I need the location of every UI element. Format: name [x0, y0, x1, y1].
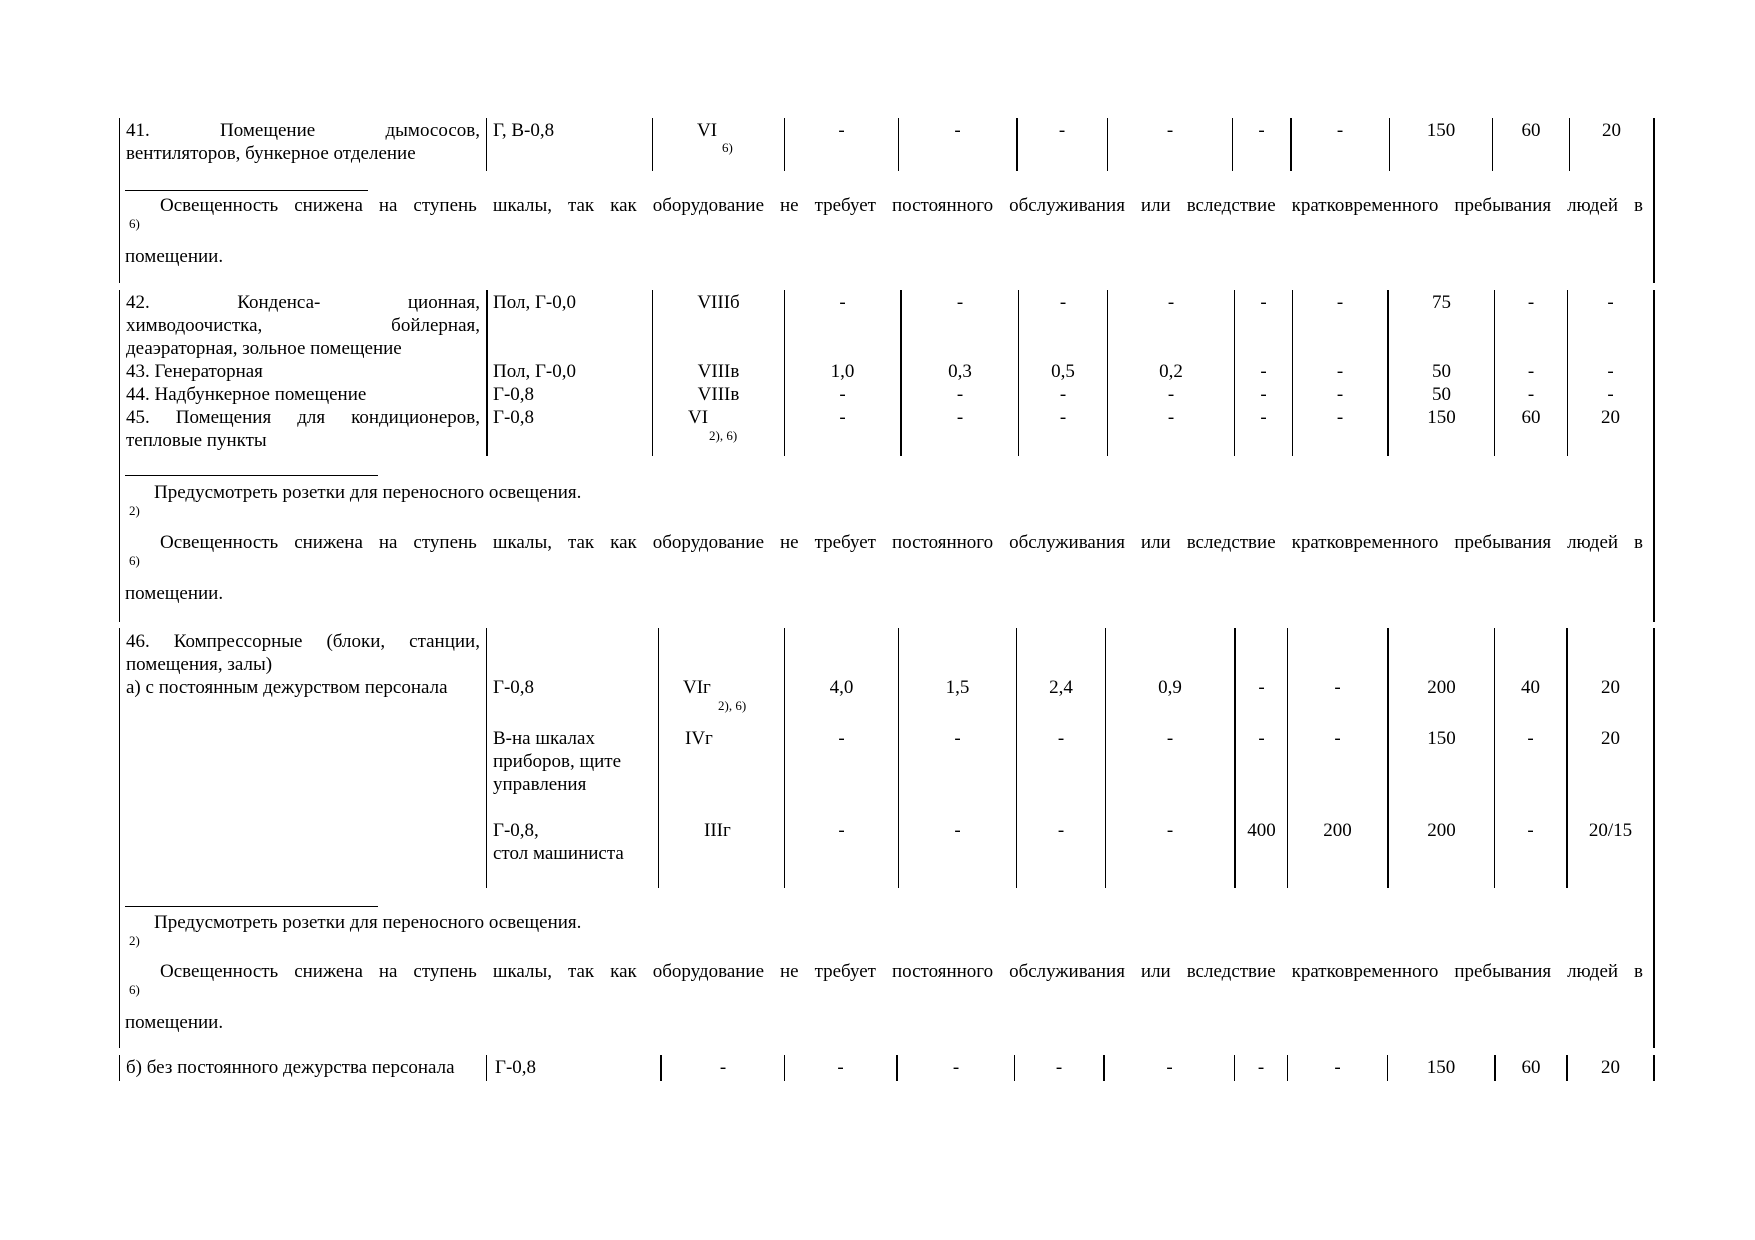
row-41-v4: -	[1166, 120, 1174, 141]
row-45-v9: 20	[1601, 407, 1620, 428]
row-43-v8: -	[1527, 361, 1535, 382]
row-46a1-category-note: 2), 6)	[718, 698, 747, 713]
word: 42.	[126, 292, 150, 313]
word: Компрессорные	[173, 631, 303, 652]
row-46a2-plane-line1: В-на шкалах	[493, 728, 595, 749]
word: 45.	[126, 407, 150, 428]
row-41-name-line1	[126, 119, 480, 142]
row-46b-name: б) без постоянного дежурства персонала	[126, 1057, 455, 1078]
row-43-v7: 50	[1432, 361, 1451, 382]
row-46a2-v3: -	[1057, 728, 1065, 749]
row-42-plane: Пол, Г-0,0	[493, 292, 577, 313]
row-46a1-v6: -	[1334, 677, 1341, 698]
row-46a1-v5: -	[1258, 677, 1265, 698]
word: станции,	[409, 631, 480, 652]
row-45-v3: -	[1059, 407, 1067, 428]
row-46a3-plane-line1: Г-0,8,	[493, 820, 539, 841]
row-46b-v2: -	[952, 1057, 960, 1078]
footnote-separator	[125, 190, 368, 191]
word: для	[297, 407, 326, 428]
word: Помещение	[220, 120, 316, 141]
row-45-v1: -	[839, 407, 846, 428]
row-45-v5: -	[1260, 407, 1267, 428]
row-46a3-v7: 200	[1427, 820, 1456, 841]
row-43-v9: -	[1607, 361, 1614, 382]
row-46b-v6: -	[1334, 1057, 1341, 1078]
cell-border	[1387, 628, 1389, 888]
row-46a1-v8: 40	[1521, 677, 1540, 698]
row-45-name-line2: тепловые пункты	[126, 430, 267, 451]
row-46a2-v4: -	[1166, 728, 1174, 749]
row-46a2-v2: -	[954, 728, 961, 749]
row-44-name: 44. Надбункерное помещение	[126, 384, 367, 405]
row-43-v2: 0,3	[948, 361, 972, 382]
row-46-name-line1	[126, 630, 480, 653]
row-41-plane: Г, В-0,8	[493, 120, 555, 141]
outer-border-right	[1653, 171, 1655, 283]
cell-border	[1653, 628, 1655, 888]
cell-border	[486, 118, 487, 171]
cell-border	[658, 628, 659, 888]
row-45-v6: -	[1336, 407, 1344, 428]
word: Конденса-	[237, 292, 321, 313]
row-42-v6: -	[1336, 292, 1344, 313]
row-45-category-note: 2), 6)	[709, 428, 738, 443]
row-42-v9: -	[1607, 292, 1614, 313]
row-46a3-v6: 200	[1323, 820, 1352, 841]
cell-border	[486, 628, 487, 888]
row-42-v2: -	[956, 292, 964, 313]
row-43-v5: -	[1260, 361, 1267, 382]
row-46a3-v4: -	[1166, 820, 1174, 841]
cell-border	[898, 628, 899, 888]
outer-border-left	[119, 456, 120, 622]
footnote-6-text-end: помещении.	[125, 583, 224, 604]
cell-border	[119, 290, 120, 456]
outer-border-left	[119, 888, 120, 1048]
cell-border	[1016, 628, 1017, 888]
row-46a3-category: IIIг	[704, 820, 731, 841]
footnote-6-text-end: помещении.	[125, 246, 224, 267]
row-41-category: VI	[696, 120, 718, 141]
cell-border	[784, 628, 785, 888]
row-46a2-v9: 20	[1601, 728, 1620, 749]
row-46b-v1: -	[837, 1057, 844, 1078]
row-42-name-line2	[126, 314, 480, 337]
cell-border	[119, 1055, 120, 1081]
row-46b-v9: 20	[1601, 1057, 1620, 1078]
row-41-v9: 20	[1602, 120, 1621, 141]
row-41-name-line2: вентиляторов, бункерное отделение	[126, 143, 416, 164]
cell-border	[1566, 628, 1568, 888]
row-45-v7: 150	[1427, 407, 1456, 428]
row-46-name-line2: помещения, залы)	[126, 654, 273, 675]
row-42-v5: -	[1260, 292, 1267, 313]
row-46a1-v7: 200	[1427, 677, 1456, 698]
row-44-v5: -	[1260, 384, 1267, 405]
row-46b-v3: -	[1055, 1057, 1063, 1078]
row-42-name-line1	[126, 291, 480, 314]
row-46a3-v9: 20/15	[1588, 820, 1633, 841]
row-46a3-v8: -	[1527, 820, 1534, 841]
outer-border-right	[1653, 456, 1655, 622]
row-41-v7: 150	[1426, 120, 1456, 141]
footnote-6-text-end: помещении.	[125, 1012, 224, 1033]
row-46b-v4: -	[1166, 1057, 1173, 1078]
word: 41.	[126, 120, 150, 141]
row-45-name-line1	[126, 406, 480, 429]
row-46a2-v6: -	[1334, 728, 1341, 749]
footnote-6-mark: 6)	[129, 553, 140, 568]
footnote-6-mark: 6)	[129, 216, 140, 231]
word: кондиционеров,	[351, 407, 480, 428]
row-41-category-note: 6)	[722, 140, 733, 155]
footnote-2-mark: 2)	[129, 503, 140, 518]
row-45-category: VI	[687, 407, 709, 428]
row-46a1-v9: 20	[1601, 677, 1620, 698]
outer-border-left	[119, 171, 120, 283]
cell-border	[1494, 628, 1495, 888]
row-44-v8: -	[1527, 384, 1535, 405]
row-44-v7: 50	[1432, 384, 1451, 405]
word: дымососов,	[385, 120, 480, 141]
row-41-v3: -	[1058, 120, 1066, 141]
row-46a2-plane-line2: приборов, щите	[493, 751, 622, 772]
row-41-v1: -	[838, 120, 845, 141]
row-45-v4: -	[1167, 407, 1175, 428]
row-43-v3: 0,5	[1051, 361, 1075, 382]
row-42-name-line3: деаэраторная, зольное помещение	[126, 338, 402, 359]
cell-border	[486, 1055, 487, 1081]
row-44-v9: -	[1607, 384, 1614, 405]
row-43-plane: Пол, Г-0,0	[493, 361, 577, 382]
footnote-6-mark: 6)	[129, 982, 140, 997]
row-46a1-v3: 2,4	[1049, 677, 1073, 698]
outer-border-right	[1653, 888, 1655, 1048]
word: (блоки,	[326, 631, 386, 652]
row-44-v1: -	[839, 384, 846, 405]
row-44-v3: -	[1059, 384, 1067, 405]
row-46a1-v1: 4,0	[829, 677, 854, 698]
row-42-v1: -	[839, 292, 846, 313]
row-46b-v5: -	[1257, 1057, 1265, 1078]
footnote-2-mark: 2)	[129, 933, 140, 948]
cell-border	[1105, 628, 1106, 888]
row-42-v3: -	[1059, 292, 1067, 313]
row-43-category: VIIIв	[697, 361, 740, 382]
footnote-6-text: Освещенность снижена на ступень шкалы, так как оборудование не требует постоянного обслуживания или вследствие кратковременного пребывания людей в	[160, 532, 1643, 553]
row-45-v2: -	[956, 407, 964, 428]
row-46a1-v2: 1,5	[945, 677, 970, 698]
row-43-v6: -	[1336, 361, 1344, 382]
cell-border	[486, 290, 488, 456]
word: химводоочистка,	[126, 315, 263, 336]
row-43-v1: 1,0	[830, 361, 855, 382]
row-42-v4: -	[1167, 292, 1175, 313]
cell-border	[119, 118, 120, 171]
row-46a2-v8: -	[1527, 728, 1534, 749]
row-45-plane: Г-0,8	[493, 407, 535, 428]
row-42-v7: 75	[1432, 292, 1451, 313]
row-41-v5: -	[1258, 120, 1265, 141]
row-46a2-category: IVг	[685, 728, 713, 749]
row-46a2-v5: -	[1258, 728, 1265, 749]
footnote-6-text: Освещенность снижена на ступень шкалы, так как оборудование не требует постоянного обслуживания или вследствие кратковременного пребывания людей в	[160, 961, 1643, 982]
word: ционная,	[407, 292, 480, 313]
footnote-2-text: Предусмотреть розетки для переносного освещения.	[154, 912, 582, 933]
row-46b-v7: 150	[1426, 1057, 1456, 1078]
footnote-2-text: Предусмотреть розетки для переносного освещения.	[154, 482, 582, 503]
row-46a3-v1: -	[838, 820, 845, 841]
row-41-v8: 60	[1521, 120, 1541, 141]
row-41-v2: -	[954, 120, 961, 141]
word: бойлерная,	[391, 315, 480, 336]
word: Помещения	[175, 407, 272, 428]
row-46a2-v1: -	[838, 728, 845, 749]
row-44-v4: -	[1167, 384, 1175, 405]
row-44-v2: -	[956, 384, 964, 405]
cell-border	[1234, 628, 1236, 888]
row-42-category: VIIIб	[697, 292, 740, 313]
row-46b-category: -	[719, 1057, 727, 1078]
row-46b-v8: 60	[1521, 1057, 1541, 1078]
row-46a-name: а) с постоянным дежурством персонала	[126, 677, 448, 698]
row-42-v8: -	[1527, 292, 1535, 313]
row-46a2-v7: 150	[1427, 728, 1456, 749]
footnote-6-text: Освещенность снижена на ступень шкалы, так как оборудование не требует постоянного обслуживания или вследствие кратковременного пребывания людей в	[160, 195, 1643, 216]
row-43-name: 43. Генераторная	[126, 361, 263, 382]
row-41-v6: -	[1336, 120, 1344, 141]
footnote-separator	[125, 475, 378, 476]
row-46a3-plane-line2: стол машиниста	[493, 843, 624, 864]
cell-border	[119, 628, 120, 888]
row-46a3-v5: 400	[1247, 820, 1276, 841]
row-44-plane: Г-0,8	[493, 384, 535, 405]
word: 46.	[126, 631, 150, 652]
cell-border	[1653, 1055, 1655, 1081]
row-44-v6: -	[1336, 384, 1344, 405]
cell-border	[1287, 628, 1288, 888]
row-46a3-v2: -	[954, 820, 961, 841]
row-43-v4: 0,2	[1159, 361, 1183, 382]
row-46a1-plane: Г-0,8	[493, 677, 535, 698]
row-46a3-v3: -	[1057, 820, 1065, 841]
row-44-category: VIIIв	[697, 384, 740, 405]
row-45-v8: 60	[1521, 407, 1541, 428]
cell-border	[1653, 290, 1655, 456]
row-46b-plane: Г-0,8	[495, 1057, 537, 1078]
row-46a1-v4: 0,9	[1158, 677, 1182, 698]
footnote-separator	[125, 906, 378, 907]
row-46a1-category: VIг	[683, 677, 711, 698]
row-46a2-plane-line3: управления	[493, 774, 587, 795]
cell-border	[1653, 118, 1655, 171]
